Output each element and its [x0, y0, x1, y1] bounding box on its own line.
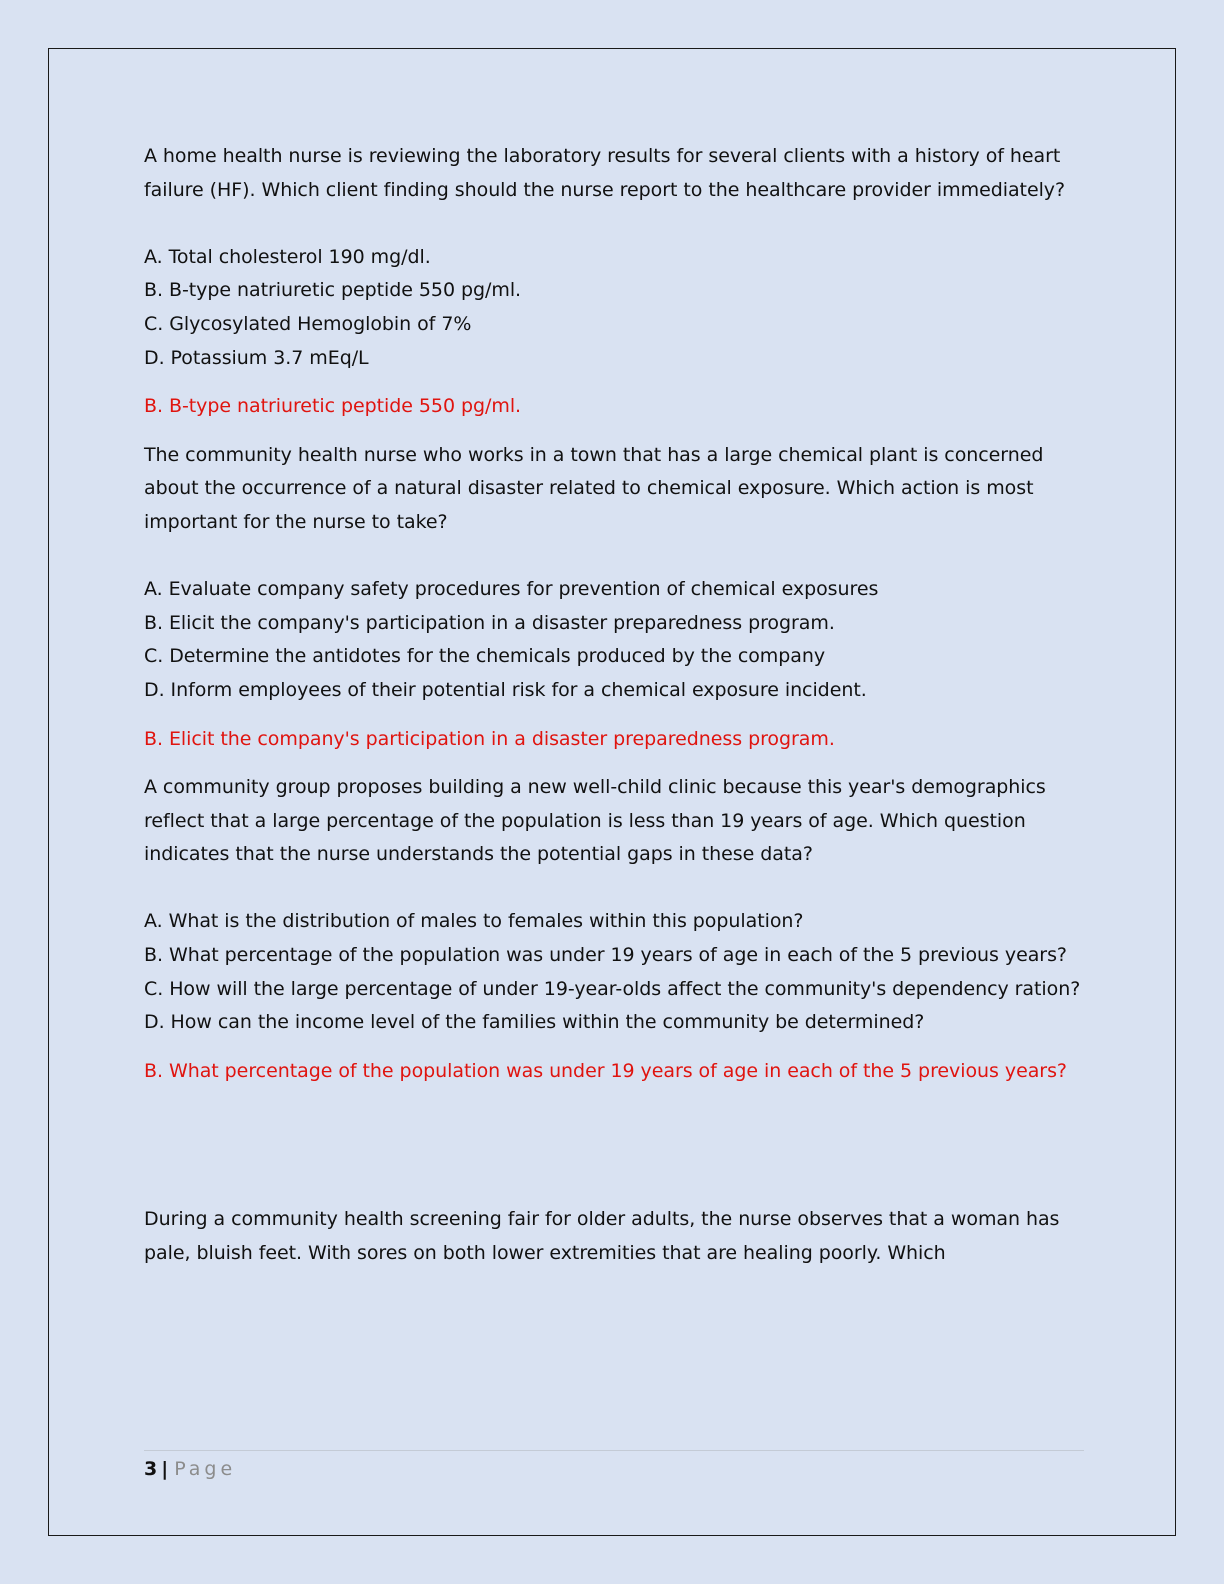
spacer [144, 1103, 1084, 1203]
question-block-1 [144, 140, 1084, 424]
option-a: A. Total cholesterol 190 mg/dl. [144, 245, 431, 268]
answer-key: B. Elicit the company's participation in a disaster preparedness program. [144, 727, 835, 750]
option-d: D. Potassium 3.7 mEq/L [144, 346, 369, 369]
question-stem: The community health nurse who works in a town that has a large chemical plant is concerned about the occurrence of a natural disaster related to chemical exposure. Which action is most important for the nurse to take? [144, 443, 1044, 533]
document-body [144, 140, 1084, 1271]
option-c: C. Determine the antidotes for the chemicals produced by the company [144, 645, 826, 668]
question-block-2 [144, 439, 1084, 756]
question-stem-continued: During a community health screening fair for older adults, the nurse observes that a woman has pale, bluish feet. With sores on both lower extremities that are healing poorly. Which [144, 1208, 1060, 1265]
option-list [144, 905, 1084, 1039]
option-b: B. What percentage of the population was under 19 years of age in each of the 5 previous years? [144, 944, 1067, 967]
option-b: B. Elicit the company's participation in a disaster preparedness program. [144, 611, 835, 634]
question-block-3 [144, 771, 1084, 1088]
option-c: C. Glycosylated Hemoglobin of 7% [144, 312, 472, 335]
option-d: D. How can the income level of the families within the community be determined? [144, 1011, 925, 1034]
page-footer [144, 1456, 236, 1482]
page-label: Page [174, 1458, 237, 1480]
option-list [144, 573, 1084, 707]
question-stem: A home health nurse is reviewing the laboratory results for several clients with a history of heart failure (HF). Which client finding should the nurse report to the healthcare provider immediately? [144, 145, 1066, 201]
question-stem: A community group proposes building a new well-child clinic because this year's demographics reflect that a large percentage of the population is less than 19 years of age. Which question indicates that the nurse understands the potential gaps in these data? [144, 776, 1046, 866]
option-c: C. How will the large percentage of under 19-year-olds affect the community's dependency ration? [144, 977, 1081, 1000]
answer-key: B. What percentage of the population was under 19 years of age in each of the 5 previous years? [144, 1059, 1067, 1082]
option-d: D. Inform employees of their potential risk for a chemical exposure incident. [144, 678, 867, 701]
page-number: 3 [144, 1458, 158, 1480]
answer-key: B. B-type natriuretic peptide 550 pg/ml. [144, 395, 522, 418]
option-a: A. What is the distribution of males to females within this population? [144, 910, 804, 933]
option-a: A. Evaluate company safety procedures for prevention of chemical exposures [144, 578, 879, 601]
option-b: B. B-type natriuretic peptide 550 pg/ml. [144, 279, 522, 302]
footer-divider [144, 1450, 1084, 1451]
footer-separator: | [161, 1458, 169, 1480]
option-list [144, 241, 1084, 375]
